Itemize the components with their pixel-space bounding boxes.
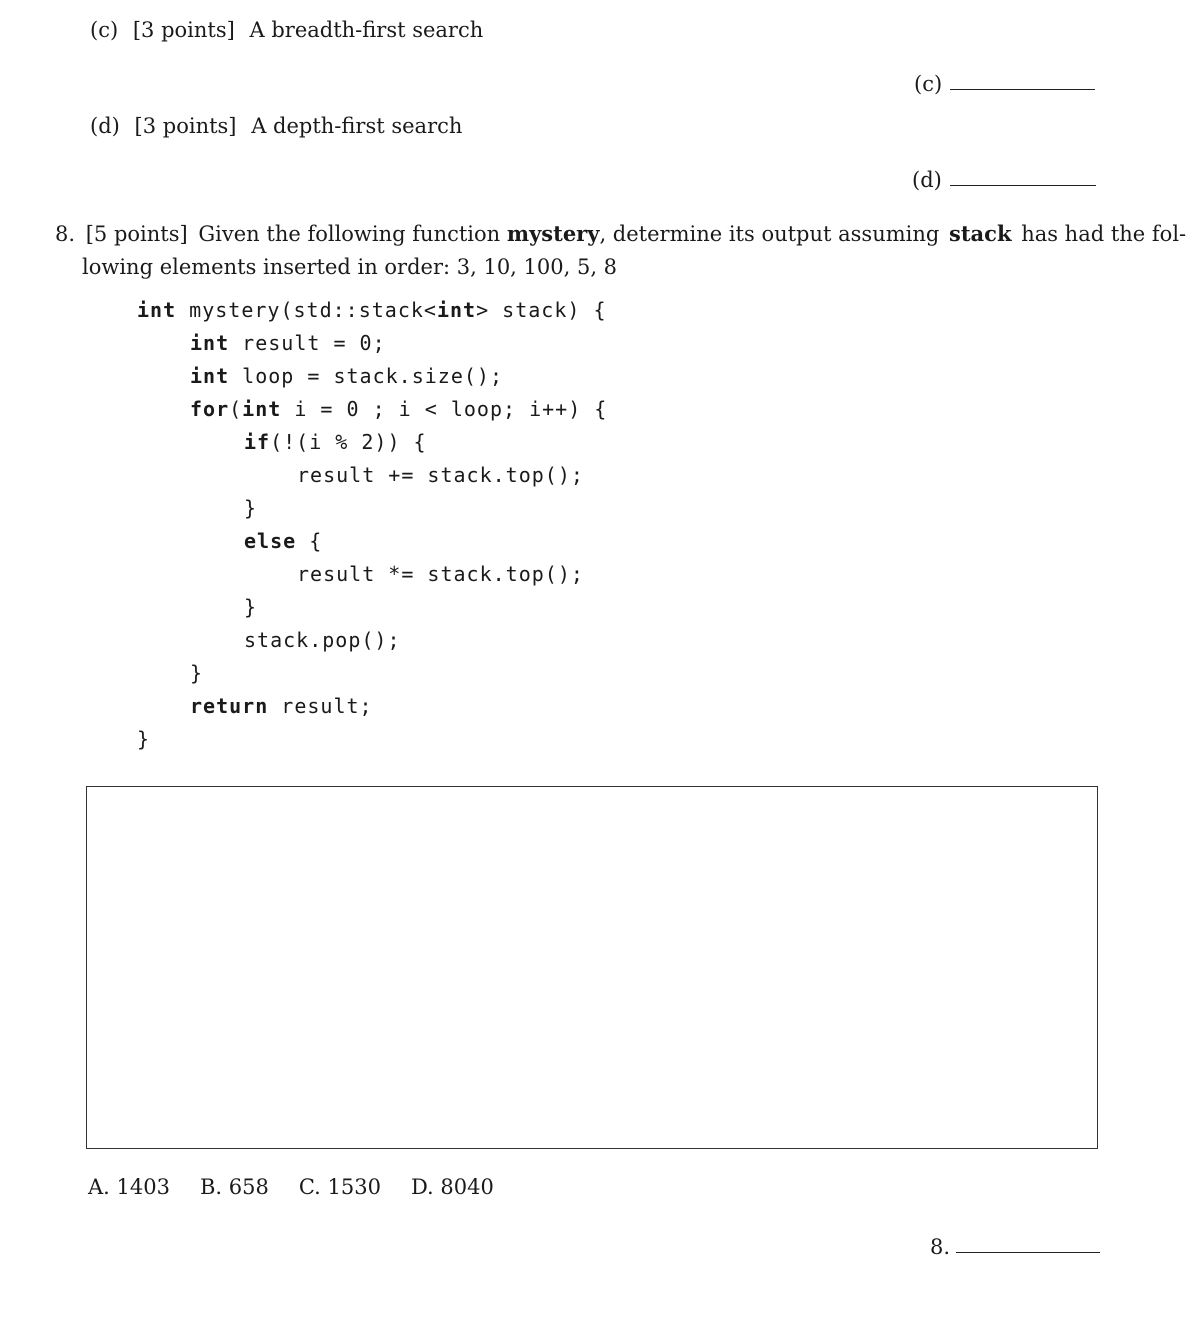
work-area-box[interactable] — [86, 786, 1098, 1149]
q8-points: [5 points] — [85, 222, 188, 246]
code-line-13 — [190, 694, 373, 718]
q7c-prefix: (c) — [90, 18, 119, 42]
question-8-line2: lowing elements inserted in order: 3, 10, 100, 5, 8 — [82, 255, 618, 279]
code-keyword: int — [190, 364, 230, 388]
q7c-answer-label: (c) — [914, 72, 943, 96]
code-line-3 — [190, 364, 503, 388]
code-text: i = 0 ; i < loop; i++) { — [281, 397, 608, 421]
choice-d: D. 8040 — [410, 1175, 494, 1199]
code-line-10: } — [244, 595, 258, 619]
code-keyword: if — [244, 430, 271, 454]
q8-text-part2: , determine its output assuming — [599, 222, 940, 246]
code-text: { — [296, 529, 323, 553]
q8-answer-line[interactable] — [956, 1252, 1100, 1253]
code-line-1 — [137, 298, 607, 322]
answer-choices — [88, 1175, 494, 1199]
code-text: loop = stack.size(); — [229, 364, 503, 388]
code-line-6: result += stack.top(); — [297, 463, 584, 487]
q7d-prefix: (d) — [90, 114, 120, 138]
code-line-8 — [244, 529, 322, 553]
code-keyword: int — [242, 397, 282, 421]
question-8-line1 — [55, 221, 1186, 246]
q8-var-name: stack — [949, 221, 1012, 246]
q7d-answer-line[interactable] — [950, 185, 1096, 186]
question-7d — [90, 114, 462, 138]
code-text: > stack) { — [476, 298, 607, 322]
code-text: mystery(std::stack< — [176, 298, 437, 322]
q8-text-part1: Given the following function — [198, 222, 501, 246]
code-text: ( — [229, 397, 243, 421]
code-keyword: int — [137, 298, 177, 322]
q7d-points: [3 points] — [134, 114, 237, 138]
code-line-11: stack.pop(); — [244, 628, 401, 652]
code-keyword: else — [244, 529, 297, 553]
q7d-answer-label: (d) — [912, 168, 942, 192]
q8-text-part3: has had the fol- — [1021, 222, 1187, 246]
code-line-14: } — [137, 727, 151, 751]
q7c-points: [3 points] — [132, 18, 235, 42]
code-text: result; — [268, 694, 373, 718]
q8-number: 8. — [55, 222, 76, 246]
choice-a: A. 1403 — [88, 1175, 170, 1199]
q8-fn-name: mystery — [506, 221, 600, 246]
code-keyword: for — [190, 397, 230, 421]
code-line-2 — [190, 331, 386, 355]
question-7c — [90, 18, 483, 42]
code-text: result = 0; — [229, 331, 386, 355]
code-line-4 — [190, 397, 607, 421]
choice-c: C. 1530 — [298, 1175, 381, 1199]
q7c-text: A breadth-first search — [249, 18, 484, 42]
code-keyword: int — [436, 298, 477, 322]
choice-b: B. 658 — [199, 1175, 269, 1199]
code-text: (!(i % 2)) { — [270, 430, 427, 454]
code-keyword: return — [190, 694, 269, 718]
q7c-answer-line[interactable] — [950, 89, 1095, 90]
q7d-text: A depth-first search — [251, 114, 463, 138]
code-keyword: int — [190, 331, 230, 355]
code-line-7: } — [244, 496, 258, 520]
code-line-5 — [244, 430, 427, 454]
code-line-12: } — [190, 661, 204, 685]
code-line-9: result *= stack.top(); — [297, 562, 584, 586]
q8-answer-label: 8. — [930, 1235, 951, 1259]
